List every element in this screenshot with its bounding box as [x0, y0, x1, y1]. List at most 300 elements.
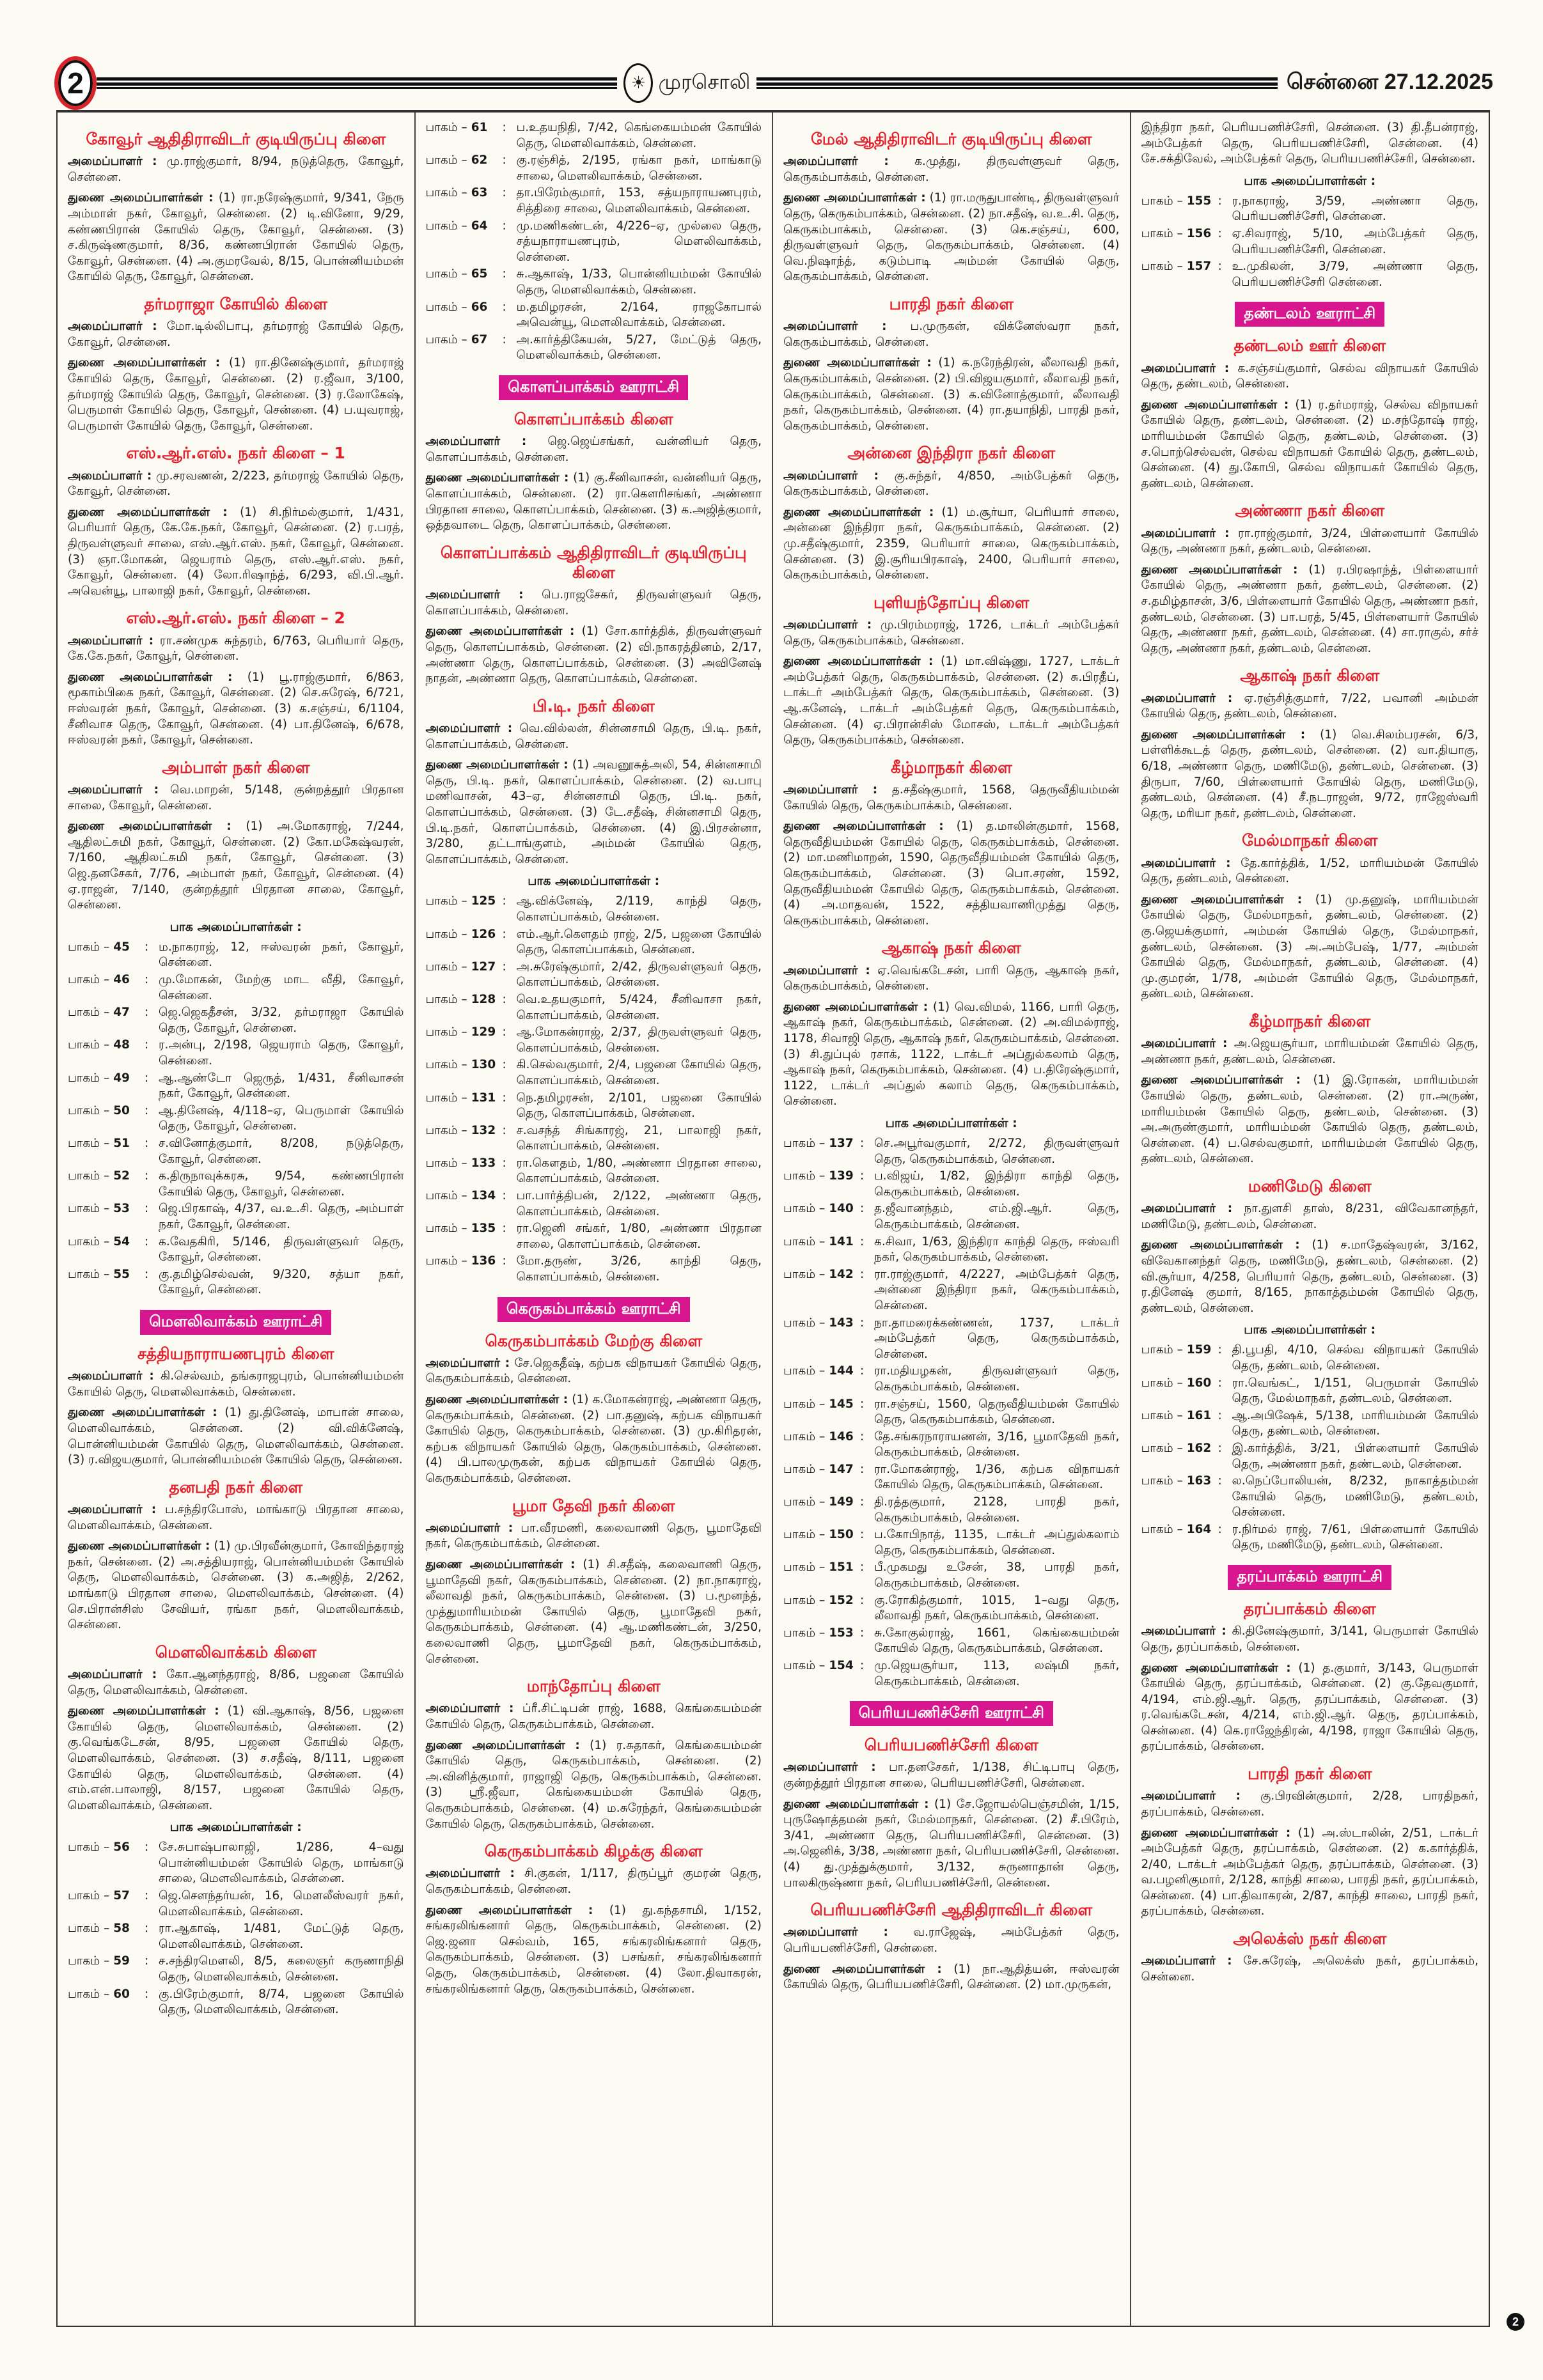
- entry-label: துணை அமைப்பாளர்கள் :: [783, 505, 934, 519]
- entry-label: அமைப்பாளர் :: [783, 320, 887, 334]
- booth-organiser-row: [68, 1921, 404, 1952]
- entry-text: மு.ராஜ்குமார், 8/94, நடுத்தெரு, கோவூர், சென்னை.: [68, 155, 404, 184]
- booth-number: 141: [829, 1234, 854, 1248]
- booth-label: [426, 153, 503, 184]
- booth-label: [426, 1025, 503, 1056]
- booth-organiser-text: உ.முகிலன், 3/79, அண்ணா தெரு, பெரியபணிச்சேரி சென்னை.: [1232, 260, 1478, 289]
- booth-number: 45: [113, 940, 130, 954]
- branch-heading: கோவூர் ஆதிதிராவிடர் குடியிருப்பு கிளை: [86, 130, 386, 148]
- booth-organiser-row: [68, 1234, 404, 1266]
- separator: :: [502, 992, 506, 1006]
- separator: :: [1218, 1343, 1222, 1357]
- entry-text: த.சதீஷ்குமார், 1568, தெருவீதியம்மன் கோயில் தெரு, கெருகம்பாக்கம், சென்னை.: [783, 783, 1120, 813]
- branch-heading: ஆகாஷ் நகர் கிளை: [1240, 666, 1380, 685]
- booth-label: [426, 1188, 503, 1220]
- entry-label: அமைப்பாளர் :: [68, 155, 157, 169]
- separator: :: [860, 1202, 865, 1216]
- entry-text: சே.ஜெகதீஷ், கற்பக விநாயகர் கோயில் தெரு, கெருகம்பாக்கம், சென்னை.: [425, 1356, 762, 1386]
- deputy-organisers-entry: [783, 819, 1120, 929]
- panchayat-banner: கொளப்பாக்கம் ஊராட்சி: [499, 375, 688, 400]
- booth-label: [68, 1840, 145, 1887]
- entry-text: சே.சுரேஷ், அலெக்ஸ் நகர், தரப்பாக்கம், சென்னை.: [1141, 1954, 1478, 1984]
- booth-organiser-text: த.ஜீவானந்தம், எம்.ஜி.ஆர். தெரு, கெருகம்பாக்கம், சென்னை.: [874, 1202, 1120, 1231]
- deputy-organisers-entry: [68, 505, 404, 600]
- separator: :: [1218, 1408, 1222, 1422]
- booth-number: 50: [113, 1103, 130, 1117]
- booth-organiser-text: ஆ.ஆண்டோ ஜெருத், 1/431, சீனிவாசன் நகர், கோவூர், சென்னை.: [159, 1071, 404, 1101]
- booth-organiser-row: [783, 1593, 1120, 1624]
- booth-organiser-row: [68, 1987, 404, 2018]
- separator: :: [860, 1169, 865, 1183]
- separator: :: [145, 1922, 149, 1936]
- entry-label: துணை அமைப்பாளர்கள் :: [68, 505, 228, 519]
- organiser-entry: [1141, 1201, 1479, 1233]
- entry-text: (1) ரா.மருதுபாண்டி, திருவள்ளுவர் தெரு, கெருகம்பாக்கம், சென்னை. (2) நா.சதீஷ், வ.உ.சி. தெரு, கெருகம்பாக்கம், சென்னை. (3) கெ.சஞ்சய், 600, திருவள்ளுவர் தெரு, கெருகம்பாக்கம், சென்னை. (4) வெ.நிஷாந்த், கடும்பாடி அம்மன் கோயில் தெரு, கெருகம்பாக்கம், சென்னை.: [783, 191, 1120, 284]
- booth-organiser-row: [68, 972, 404, 1004]
- entry-label: துணை அமைப்பாளர்கள் :: [783, 191, 926, 205]
- branch-heading: அலெக்ஸ் நகர் கிளை: [1233, 1929, 1387, 1948]
- entry-label: துணை அமைப்பாளர்கள் :: [783, 655, 934, 669]
- booth-organiser-row: [783, 1527, 1120, 1559]
- booth-organiser-text: ல.நெப்போலியன், 8/232, நாகாத்தம்மன் கோயில் தெரு, மணிமேடு, தண்டலம், சென்னை.: [1232, 1474, 1478, 1520]
- booth-organiser-row: [1141, 1408, 1479, 1440]
- entry-text: (1) அவனூசுத்அலி, 54, சின்னசாமி தெரு, பி.டி. நகர், கொளப்பாக்கம், சென்னை. (2) வ.பாபு மணிவாசன், 43–ஏ, சின்னசாமி தெரு, பி.டி. நகர், கொளப்பாக்கம், சென்னை. (3) டே.சதீஷ், சின்னசாமி தெரு, பி.டி.நகர், கொளப்பாக்கம், சென்னை. (4) இ.பிரசன்னா, 3/280, தட்டாங்குளம், அம்மன் கோயில் தெரு, கொளப்பாக்கம், சென்னை.: [425, 758, 762, 866]
- separator: :: [145, 940, 149, 954]
- booth-organiser-text: ப.கோபிநாத், 1135, டாக்டர் அப்துல்கலாம் தெரு, கெருகம்பாக்கம், சென்னை.: [874, 1528, 1120, 1557]
- booth-label: [1141, 194, 1218, 225]
- booth-prefix: பாகம் –: [425, 219, 467, 233]
- separator: :: [860, 1316, 865, 1330]
- booth-organiser-row: [68, 1169, 404, 1200]
- booth-label: [1141, 1522, 1218, 1553]
- booth-prefix: பாகம் –: [783, 1560, 826, 1575]
- entry-label: அமைப்பாளர் :: [425, 588, 524, 602]
- booth-label: [1141, 1441, 1218, 1472]
- booth-organiser-row: [68, 1038, 404, 1069]
- booth-prefix: பாகம் –: [1141, 194, 1183, 208]
- booth-organiser-row: [783, 1136, 1120, 1167]
- booth-organiser-row: [426, 300, 762, 331]
- column-2: [416, 113, 774, 2326]
- booth-organiser-row: [68, 1267, 404, 1298]
- booth-organiser-text: ச.வினோத்குமார், 8/208, நடுத்தெரு, கோவூர், சென்னை.: [159, 1136, 404, 1166]
- separator: :: [860, 1528, 865, 1542]
- booth-organiser-text: கு.தமிழ்செல்வன், 9/320, சத்யா நகர், கோவூர், சென்னை.: [159, 1267, 404, 1297]
- booth-prefix: பாகம் –: [783, 1169, 826, 1183]
- entry-text: (1) து.தினேஷ், மாபான் சாலை, மௌலிவாக்கம், சென்னை. (2) வி.விக்னேஷ், பொன்னியம்மன் கோயில் தெரு, மௌலிவாக்கம், சென்னை. (3) ர.விஜயகுமார், பொன்னியம்மன் கோயில் தெரு, சென்னை.: [68, 1406, 404, 1467]
- booth-prefix: பாகம் –: [68, 973, 110, 986]
- booth-number: 164: [1186, 1522, 1212, 1536]
- organiser-entry: [68, 1502, 404, 1534]
- booth-organiser-text: மோ.தருண், 3/26, காந்தி தெரு, கொளப்பாக்கம், சென்னை.: [516, 1254, 762, 1284]
- entry-label: துணை அமைப்பாளர்கள் :: [1141, 563, 1298, 577]
- entry-text: (1) சி.சதீஷ், கலைவாணி தெரு, பூமாதேவி நகர், கெருகம்பாக்கம், சென்னை. (2) நா.நாகராஜ், லீலாவதி நகர், கெருகம்பாக்கம், சென்னை. (3) ப.மூனந்த், முத்துமாரியம்மன் கோயில் தெரு, பூமாதேவி நகர், கெருகம்பாக்கம், சென்னை. (4) ஆ.மணிகண்டன், 3/250, கலைவாணி தெரு, பூமாதேவி நகர், கெருகம்பாக்கம், சென்னை.: [425, 1558, 762, 1666]
- booth-prefix: பாகம் –: [425, 894, 467, 908]
- booth-label: [783, 1397, 860, 1428]
- branch-heading: தரப்பாக்கம் கிளை: [1243, 1599, 1376, 1619]
- booth-number: 54: [113, 1234, 130, 1248]
- deputy-organisers-entry: [783, 654, 1120, 749]
- booth-number: 127: [471, 960, 496, 974]
- entry-label: துணை அமைப்பாளர்கள் :: [783, 1962, 942, 1976]
- entry-text: (1) ரா.நரேஷ்குமார், 9/341, நேரு அம்மாள் நகர், கோவூர், சென்னை. (2) டி.வினோ, 9/29, கண்ணபிரான் கோயில் தெரு, கோவூர், சென்னை. (3) ச.கிருஷ்ணகுமார், 8/36, கண்ணபிரான் கோயில் தெரு, கோவூர், சென்னை. (4) அ.குமரவேல், 8/15, பொன்னியம்மன் கோயில் தெரு, கோவூர், சென்னை.: [68, 191, 404, 284]
- organiser-entry: [68, 154, 404, 185]
- booth-organiser-row: [426, 332, 762, 364]
- booth-label: [783, 1429, 860, 1461]
- entry-label: அமைப்பாளர் :: [1141, 856, 1231, 870]
- booth-number: 49: [113, 1071, 130, 1085]
- entry-text: ஏ.ரஞ்சித்குமார், 7/22, பவானி அம்மன் கோயில் தெரு, தண்டலம், சென்னை.: [1141, 691, 1478, 721]
- organiser-entry: [426, 1866, 762, 1897]
- entry-label: துணை அமைப்பாளர்கள் :: [783, 356, 932, 370]
- booth-number: 61: [471, 121, 488, 134]
- booth-organiser-row: [68, 1201, 404, 1233]
- branch-heading: அன்னை இந்திரா நகர் கிளை: [847, 444, 1056, 463]
- booth-prefix: பாகம் –: [783, 1626, 826, 1640]
- booth-prefix: பாகம் –: [783, 1397, 826, 1411]
- booth-prefix: பாகம் –: [425, 960, 467, 974]
- entry-text: கு.பிரவின்குமார், 2/28, பாரதிநகர், தரப்பாக்கம், சென்னை.: [1141, 1789, 1478, 1819]
- booth-prefix: பாகம் –: [68, 1071, 110, 1085]
- booth-prefix: பாகம் –: [425, 1189, 467, 1203]
- booth-organiser-row: [426, 960, 762, 991]
- booth-prefix: பாகம் –: [1141, 1408, 1183, 1422]
- organiser-entry: [1141, 526, 1479, 557]
- entry-text: (1) ச.மாதேஷ்வரன், 3/162, விவேகானந்தர் தெரு, மணிமேடு, தண்டலம், சென்னை. (2) வி.சூர்யா, 4/258, பெரியார் தெரு, தண்டலம், சென்னை. (3) ர.தினேஷ் குமார், 8/165, நாகாத்தம்மன் கோயில் தெரு, தண்டலம், சென்னை.: [1141, 1238, 1478, 1315]
- organiser-entry: [1141, 1036, 1479, 1068]
- deputy-organisers-entry: [1141, 398, 1479, 492]
- entry-label: துணை அமைப்பாளர்கள் :: [783, 820, 944, 834]
- organiser-entry: [68, 469, 404, 500]
- booth-label: [1141, 259, 1218, 290]
- booth-organiser-text: க.சிவா, 1/63, இந்திரா காந்தி தெரு, ஈஸ்வரி நகர், கெருகம்பாக்கம், சென்னை.: [874, 1234, 1120, 1264]
- booth-organiser-text: ஆ.தினேஷ், 4/118–ஏ, பெருமாள் கோயில் தெரு, கோவூர், சென்னை.: [159, 1103, 404, 1133]
- separator: :: [860, 1397, 865, 1411]
- booth-prefix: பாகம் –: [425, 186, 467, 200]
- branch-heading: பி.டி. நகர் கிளை: [532, 696, 655, 715]
- booth-label: [783, 1462, 860, 1493]
- booth-number: 55: [113, 1267, 130, 1281]
- booth-prefix: பாகம் –: [68, 1202, 110, 1216]
- entry-text: (1) வெ.சிலம்பரசன், 6/3, பள்ளிக்கூடத் தெரு, தண்டலம், சென்னை. (2) வா.தியாகு, 6/18, அண்ணா தெரு, மணிமேடு, தண்டலம், சென்னை. (3) திருபா, 7/60, பிள்ளையார் கோயில் தெரு, மணிமேடு, தண்டலம், சென்னை. (4) சீ.நடராஜன், 9/72, ராஜேஸ்வரி தெரு, மரியா நகர், தண்டலம், சென்னை.: [1141, 727, 1478, 820]
- booth-prefix: பாகம் –: [783, 1202, 826, 1216]
- booth-organiser-row: [426, 120, 762, 152]
- booth-number: 144: [829, 1364, 854, 1378]
- booth-organiser-text: ஜெ.ஜெகதீசன், 3/32, தர்மராஜா கோயில் தெரு, கோவூர், சென்னை.: [159, 1006, 404, 1035]
- booth-organisers-subheading: பாக அமைப்பாளர்கள் :: [1244, 1323, 1376, 1337]
- booth-label: [426, 927, 503, 958]
- entry-label: அமைப்பாளர் :: [1141, 691, 1233, 705]
- entry-text: (1) சி.நிர்மல்குமார், 1/431, பெரியார் தெரு, கே.கே.நகர், கோவூர், சென்னை. (2) ர.பரத், திருவள்ளுவர் சாலை, எஸ்.ஆர்.எஸ். நகர், கோவூர், சென்னை. (3) ஞா.மோகன், ஜெயராம் தெரு, எஸ்.ஆர்.எஸ். நகர், கோவூர், சென்னை. (4) லோ.ரிஷாந்த், 6/293, வி.பி.ஆர். அவென்யூ, பாலாஜி நகர், கோவூர், சென்னை.: [68, 505, 404, 598]
- separator: :: [145, 1006, 149, 1020]
- booth-number: 140: [829, 1202, 854, 1216]
- booth-organiser-row: [783, 1658, 1120, 1690]
- entry-label: துணை அமைப்பாளர்கள் :: [783, 1797, 929, 1811]
- entry-text: அ.ஜெயசூர்யா, மாரியம்மன் கோயில் தெரு, அண்ணா நகர், தண்டலம், சென்னை.: [1141, 1037, 1478, 1066]
- booth-organiser-row: [1141, 1376, 1479, 1407]
- entry-label: அமைப்பாளர் :: [783, 783, 878, 797]
- booth-organiser-text: ம.நாகராஜ், 12, ஈஸ்வரன் நகர், கோவூர், சென்னை.: [159, 940, 404, 970]
- organiser-entry: [1141, 1789, 1479, 1820]
- entry-text: வெ.மாறன், 5/148, குன்றத்தூர் பிரதான சாலை, கோவூர், சென்னை.: [68, 783, 404, 813]
- separator: :: [860, 1267, 865, 1281]
- entry-text: ப்ரீ.சிட்டிபன் ராஜ், 1688, கெங்கையம்மன் கோயில் தெரு, கெருகம்பாக்கம், சென்னை.: [425, 1702, 762, 1732]
- branch-heading: தண்டலம் ஊர் கிளை: [1234, 336, 1386, 355]
- booth-number: 66: [471, 300, 488, 314]
- deputy-organisers-entry: [68, 1704, 404, 1814]
- booth-number: 46: [113, 973, 130, 986]
- booth-number: 133: [471, 1156, 496, 1170]
- entry-text: (1) நா.ஆதித்யன், ஈஸ்வரன் கோயில் தெரு, பெரியபணிச்சேரி, சென்னை. (2) மா.முருகன்,: [783, 1962, 1120, 1992]
- deputy-organisers-entry: [783, 1797, 1120, 1892]
- booth-prefix: பாகம் –: [783, 1593, 826, 1607]
- branch-heading: கீழ்மாநகர் கிளை: [1249, 1011, 1371, 1031]
- booth-label: [783, 1527, 860, 1559]
- booth-organiser-text: தி.ரத்தகுமார், 2128, பாரதி நகர், கெருகம்பாக்கம், சென்னை.: [874, 1495, 1120, 1525]
- booth-number: 132: [471, 1123, 496, 1137]
- entry-label: அமைப்பாளர் :: [68, 320, 157, 334]
- booth-number: 134: [471, 1189, 496, 1203]
- entry-text: (1) இ.ரோகன், மாரியம்மன் கோயில் தெரு, தண்டலம், சென்னை. (2) ரா.அருண், மாரியம்மன் கோயில் தெரு, தண்டலம், சென்னை. (3) அ.அருண்குமார், மாரியம்மன் கோயில் தெரு, தண்டலம், சென்னை. (4) ப.செல்வகுமார், மாரியம்மன் கோயில் தெரு, தண்டலம், சென்னை.: [1141, 1073, 1478, 1166]
- booth-number: 53: [113, 1202, 130, 1216]
- entry-label: அமைப்பாளர் :: [783, 1761, 876, 1775]
- booth-organiser-text: அ.சுரேஷ்குமார், 2/42, திருவள்ளுவர் தெரு, கொளப்பாக்கம், சென்னை.: [516, 960, 762, 990]
- booth-label: [68, 972, 145, 1004]
- booth-organiser-text: எம்.ஆர்.கௌதம் ராஜ், 2/5, பஜனை கோயில் தெரு, கொளப்பாக்கம், சென்னை.: [516, 927, 762, 957]
- booth-prefix: பாகம் –: [425, 332, 467, 346]
- branch-heading: கெருகம்பாக்கம் கிழக்கு கிளை: [484, 1842, 703, 1861]
- booth-number: 58: [113, 1922, 130, 1936]
- separator: :: [502, 300, 506, 314]
- deputy-organisers-entry: [1141, 727, 1479, 822]
- separator: :: [502, 927, 506, 941]
- booth-organiser-text: இ.கார்த்திக், 3/21, பிள்ளையார் கோயில் தெரு, அண்ணா நகர், தண்டலம், சென்னை.: [1232, 1441, 1478, 1471]
- booth-prefix: பாகம் –: [425, 267, 467, 281]
- dateline: சென்னை 27.12.2025: [1286, 69, 1493, 94]
- column-4: [1131, 113, 1489, 2326]
- booth-organiser-row: [426, 992, 762, 1023]
- booth-organiser-text: ரா.வெங்கட், 1/151, பெருமாள் கோயில் தெரு, மேல்மாநகர், தண்டலம், சென்னை.: [1232, 1376, 1478, 1406]
- organiser-entry: [1141, 691, 1479, 722]
- columns-frame: [56, 110, 1490, 2327]
- branch-heading: பாரதி நகர் கிளை: [1248, 1764, 1372, 1784]
- entry-label: துணை அமைப்பாளர்கள் :: [68, 820, 231, 834]
- booth-organiser-row: [783, 1201, 1120, 1233]
- booth-organiser-row: [783, 1626, 1120, 1657]
- separator: :: [860, 1137, 865, 1150]
- entry-text: (1) ர.சுதாகர், கெங்கையம்மன் கோயில் தெரு, கெருகம்பாக்கம், சென்னை. (2) அ.வினித்குமார், ராஜாஜி தெரு, கெருகம்பாக்கம், சென்னை. (3) ஸ்ரீ.ஜீவா, கெங்கையம்மன் கோயில் தெரு, கெருகம்பாக்கம், சென்னை. (4) ம.சுரேந்தர், கெங்கையம்மன் கோயில் தெரு, கெருகம்பாக்கம், சென்னை.: [425, 1738, 762, 1831]
- booth-prefix: பாகம் –: [425, 992, 467, 1006]
- separator: :: [1218, 1474, 1222, 1488]
- booth-organiser-text: நா.தாமரைக்கண்ணன், 1737, டாக்டர் அம்பேத்கர் தெரு, கெருகம்பாக்கம், சென்னை.: [874, 1316, 1120, 1361]
- booth-organiser-row: [1141, 1441, 1479, 1472]
- booth-organiser-text: அ.கார்த்திகேயன், 5/27, மேட்டுத் தெரு, மௌலிவாக்கம், சென்னை.: [516, 332, 762, 362]
- deputy-organisers-entry: [783, 355, 1120, 434]
- entry-text: ப.சந்திரபோஸ், மாங்காடு பிரதான சாலை, மௌலிவாக்கம், சென்னை.: [68, 1502, 404, 1532]
- deputy-organisers-entry: [426, 1903, 762, 1998]
- booth-number: 64: [471, 219, 488, 233]
- booth-prefix: பாகம் –: [1141, 1343, 1183, 1357]
- booth-label: [783, 1658, 860, 1690]
- booth-number: 162: [1186, 1441, 1212, 1455]
- booth-organiser-row: [783, 1495, 1120, 1526]
- separator: :: [860, 1626, 865, 1640]
- booth-label: [1141, 1342, 1218, 1374]
- branch-heading: சத்தியநாராயணபுரம் கிளை: [137, 1344, 334, 1363]
- entry-label: அமைப்பாளர் :: [783, 618, 872, 632]
- booth-label: [426, 1254, 503, 1285]
- booth-number: 59: [113, 1954, 130, 1968]
- booth-prefix: பாகம் –: [1141, 226, 1183, 240]
- booth-organiser-text: ஆ.மோகன்ராஜ், 2/37, திருவள்ளுவர் தெரு, கொளப்பாக்கம், சென்னை.: [516, 1025, 762, 1055]
- branch-heading: மேல் ஆதிதிராவிடர் குடியிருப்பு கிளை: [811, 130, 1092, 148]
- booth-organisers-subheading: பாக அமைப்பாளர்கள் :: [1244, 173, 1376, 188]
- booth-label: [783, 1364, 860, 1395]
- booth-organiser-row: [68, 1103, 404, 1135]
- booth-organisers-subheading: பாக அமைப்பாளர்கள் :: [169, 919, 302, 934]
- booth-label: [783, 1495, 860, 1526]
- separator: :: [145, 1889, 149, 1903]
- deputy-organisers-entry: [68, 670, 404, 749]
- separator: :: [145, 1954, 149, 1968]
- entry-label: அமைப்பாளர் :: [68, 634, 154, 648]
- booth-number: 136: [471, 1254, 496, 1268]
- booth-number: 60: [113, 1987, 130, 2001]
- deputy-organisers-entry: [68, 819, 404, 914]
- booth-prefix: பாகம் –: [783, 1462, 826, 1476]
- booth-organiser-row: [426, 1221, 762, 1252]
- entry-text: ரா.ராஜ்குமார், 3/24, பிள்ளையார் கோயில் தெரு, அண்ணா நகர், தண்டலம், சென்னை.: [1141, 526, 1478, 556]
- organiser-entry: [68, 634, 404, 665]
- branch-heading: கொளப்பாக்கம் ஆதிதிராவிடர் குடியிருப்பு கிளை: [440, 543, 747, 582]
- booth-number: 143: [829, 1316, 854, 1330]
- booth-organiser-row: [68, 1136, 404, 1167]
- booth-prefix: பாகம் –: [68, 1954, 110, 1968]
- booth-prefix: பாகம் –: [1141, 1376, 1183, 1390]
- booth-organiser-text: தே.சங்கரநாராயணன், 3/16, பூமாதேவி நகர், கெருகம்பாக்கம், சென்னை.: [874, 1429, 1120, 1459]
- booth-organiser-row: [426, 1057, 762, 1089]
- separator: :: [502, 1058, 506, 1072]
- organiser-entry: [783, 319, 1120, 350]
- booth-label: [68, 1201, 145, 1233]
- booth-number: 135: [471, 1222, 496, 1236]
- masthead: [54, 54, 1493, 112]
- booth-prefix: பாகம் –: [68, 1840, 110, 1855]
- deputy-organisers-entry: [426, 1738, 762, 1833]
- booth-organiser-row: [426, 1156, 762, 1187]
- deputy-organisers-entry: [68, 355, 404, 434]
- booth-organiser-row: [1141, 1342, 1479, 1374]
- separator: :: [145, 1987, 149, 2001]
- separator: :: [860, 1462, 865, 1476]
- booth-number: 129: [471, 1025, 496, 1039]
- booth-organiser-text: சே.சுபாஷ்பாலாஜி, 1/286, 4–வது பொன்னியம்மன் கோயில் தெரு, மாங்காடு சாலை, மௌலிவாக்கம், சென்னை.: [159, 1840, 404, 1886]
- branch-heading: அம்பாள் நகர் கிளை: [162, 758, 310, 777]
- branch-heading: ஆகாஷ் நகர் கிளை: [881, 938, 1021, 958]
- deputy-organisers-entry: [1141, 1661, 1479, 1755]
- branch-heading: எஸ்.ஆர்.எஸ். நகர் கிளை – 1: [126, 444, 345, 463]
- booth-label: [426, 267, 503, 298]
- branch-heading: மேல்மாநகர் கிளை: [1242, 831, 1378, 850]
- booth-organiser-text: ரா.சஞ்சய், 1560, தெருவீதியம்மன் கோயில் தெரு, கெருகம்பாக்கம், சென்னை.: [874, 1397, 1120, 1427]
- booth-number: 131: [471, 1091, 496, 1105]
- organiser-entry: [426, 721, 762, 752]
- booth-organiser-text: கி.செல்வகுமார், 2/4, பஜனை கோயில் தெரு, கொளப்பாக்கம், சென்னை.: [516, 1058, 762, 1087]
- separator: :: [145, 1136, 149, 1150]
- booth-number: 145: [829, 1397, 854, 1411]
- organiser-entry: [68, 1667, 404, 1699]
- entry-label: துணை அமைப்பாளர்கள் :: [1141, 398, 1289, 412]
- booth-organisers-subheading: பாக அமைப்பாளர்கள் :: [528, 874, 660, 889]
- booth-organiser-text: ரா.ஜெனி சங்கர், 1/80, அண்ணா பிரதான சாலை, கொளப்பாக்கம், சென்னை.: [516, 1222, 762, 1251]
- separator: :: [502, 219, 506, 233]
- entry-label: அமைப்பாளர் :: [425, 435, 527, 449]
- booth-label: [426, 1123, 503, 1155]
- branch-heading: மாந்தோப்பு கிளை: [526, 1677, 661, 1696]
- booth-prefix: பாகம் –: [425, 1123, 467, 1137]
- booth-number: 62: [471, 153, 488, 167]
- separator: :: [145, 1840, 149, 1855]
- booth-number: 56: [113, 1840, 130, 1855]
- organiser-entry: [426, 1701, 762, 1732]
- booth-number: 153: [829, 1626, 854, 1640]
- separator: :: [860, 1593, 865, 1607]
- booth-number: 160: [1186, 1376, 1212, 1390]
- deputy-organisers-entry: [426, 758, 762, 867]
- separator: :: [502, 1222, 506, 1236]
- booth-label: [426, 1156, 503, 1187]
- booth-organiser-row: [1141, 226, 1479, 258]
- branch-heading: பெரியபணிச்சேரி கிளை: [864, 1736, 1038, 1755]
- entry-label: துணை அமைப்பாளர்கள் :: [68, 1704, 219, 1718]
- booth-prefix: பாகம் –: [783, 1267, 826, 1281]
- booth-organiser-row: [783, 1364, 1120, 1395]
- separator: :: [1218, 260, 1222, 274]
- booth-organiser-row: [783, 1462, 1120, 1493]
- booth-prefix: பாகம் –: [68, 1038, 110, 1052]
- separator: :: [145, 1169, 149, 1183]
- booth-organiser-text: ரா.மோகன்ராஜ், 1/36, கற்பக விநாயகர் கோயில் தெரு, கெருகம்பாக்கம், சென்னை.: [874, 1462, 1120, 1492]
- separator: :: [502, 1189, 506, 1203]
- branch-heading: மணிமேடு கிளை: [1248, 1176, 1372, 1195]
- booth-number: 47: [113, 1006, 130, 1020]
- entry-label: அமைப்பாளர் :: [1141, 1624, 1226, 1638]
- booth-label: [1141, 1474, 1218, 1521]
- entry-label: துணை அமைப்பாளர்கள் :: [68, 1539, 210, 1553]
- deputy-organisers-entry: [426, 471, 762, 533]
- booth-number: 156: [1186, 226, 1212, 240]
- booth-prefix: பாகம் –: [783, 1528, 826, 1542]
- separator: :: [145, 1267, 149, 1281]
- booth-organiser-text: ரா.மதியழகன், திருவள்ளுவர் தெரு, கெருகம்பாக்கம், சென்னை.: [874, 1364, 1120, 1394]
- booth-organiser-text: ம.தமிழரசன், 2/164, ராஜகோபால் அவென்யூ, மௌலிவாக்கம், சென்னை.: [516, 300, 762, 330]
- booth-organiser-text: மு.மோகன், மேற்கு மாட வீதி, கோவூர், சென்னை.: [159, 973, 404, 1002]
- booth-organiser-text: க.வேதகிரி, 5/146, திருவள்ளுவர் தெரு, கோவூர், சென்னை.: [159, 1234, 404, 1264]
- booth-organiser-text: ர.நாகராஜ், 3/59, அண்ணா தெரு, பெரியபணிச்சேரி, சென்னை.: [1232, 194, 1478, 224]
- booth-organiser-row: [426, 1025, 762, 1056]
- booth-organiser-text: ஏ.சிவராஜ், 5/10, அம்பேத்கர் தெரு, பெரியபணிச்சேரி, சென்னை.: [1232, 226, 1478, 256]
- booth-organiser-row: [783, 1234, 1120, 1266]
- entry-label: அமைப்பாளர் :: [1141, 1202, 1233, 1216]
- entry-text: (1) ர.தர்மராஜ், செல்வ விநாயகர் கோயில் தெரு, தண்டலம், சென்னை. (2) ம.சந்தோஷ் ராஜ், மாரியம்மன் கோயில் தெரு, தண்டலம், சென்னை. (3) ச.பொற்செல்வன், செல்வ விநாயகர் கோயில் தெரு, தண்டலம், சென்னை. (4) து.கோபி, செல்வ விநாயகர் கோயில் தெரு, தண்டலம், சென்னை.: [1141, 398, 1478, 490]
- booth-prefix: பாகம் –: [68, 1006, 110, 1020]
- entry-label: துணை அமைப்பாளர்கள் :: [425, 1558, 576, 1572]
- entry-text: பெ.ராஜசேகர், திருவள்ளுவர் தெரு, கொளப்பாக்கம், சென்னை.: [425, 588, 762, 618]
- booth-label: [68, 1038, 145, 1069]
- separator: :: [502, 1025, 506, 1039]
- entry-text: மோ.டில்லிபாபு, தர்மராஜ் கோயில் தெரு, கோவூர், சென்னை.: [68, 320, 404, 349]
- booth-label: [68, 1005, 145, 1036]
